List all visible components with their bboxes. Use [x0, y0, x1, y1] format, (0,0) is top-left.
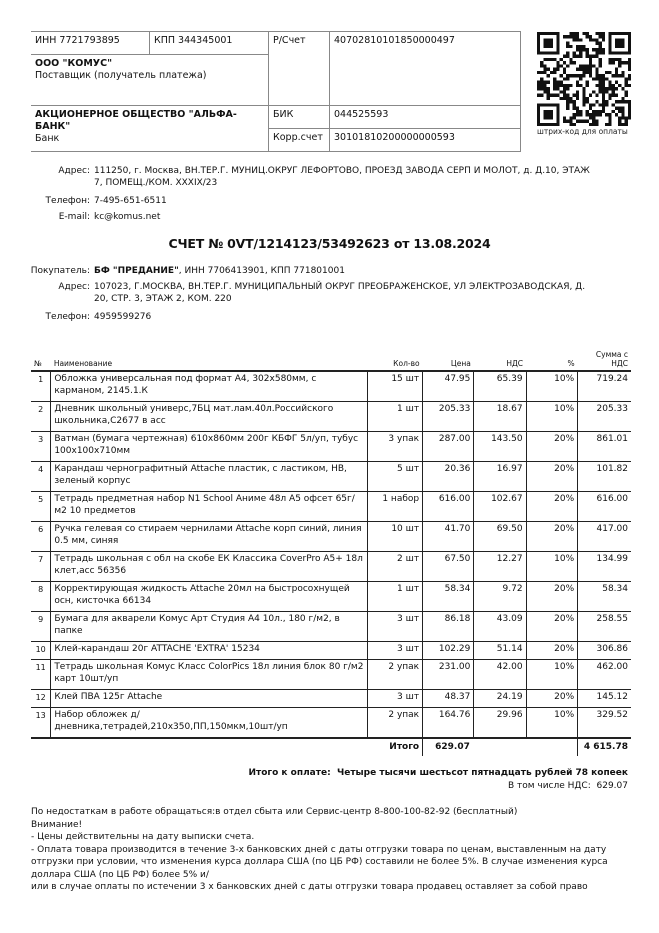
row-number: 4: [31, 462, 51, 492]
item-sum: 101.82: [578, 462, 631, 492]
note-line: Внимание!: [31, 819, 83, 830]
row-number: 5: [31, 492, 51, 522]
qr-code-icon: [537, 32, 631, 126]
item-name: Клей-карандаш 20г ATTACHE 'EXTRA' 15234: [51, 642, 368, 660]
col-vat-header: НДС: [474, 350, 526, 371]
corr-value: 30101810200000000593: [330, 129, 521, 152]
item-qty: 2 упак: [368, 660, 423, 690]
item-sum: 462.00: [578, 660, 631, 690]
supplier-role: Поставщик (получатель платежа): [35, 70, 207, 81]
row-number: 11: [31, 660, 51, 690]
item-qty: 2 упак: [368, 708, 423, 739]
item-vat-rate: 20%: [526, 492, 578, 522]
col-num-header: №: [31, 350, 51, 371]
item-vat-rate: 20%: [526, 432, 578, 462]
col-price-header: Цена: [423, 350, 474, 371]
item-sum: 205.33: [578, 402, 631, 432]
item-sum: 258.55: [578, 612, 631, 642]
table-row: [31, 708, 631, 739]
item-sum: 861.01: [578, 432, 631, 462]
buyer-address-line1: 107023, Г.МОСКВА, ВН.ТЕР.Г. МУНИЦИПАЛЬНЫЙ ОКРУГ ПРЕОБРАЖЕНСКОЕ, УЛ ЭЛЕКТРОЗАВОДСКАЯ, Д.: [94, 282, 586, 292]
item-sum: 329.52: [578, 708, 631, 739]
item-vat: 51.14: [474, 642, 526, 660]
item-price: 48.37: [423, 690, 474, 708]
note-line: - Цены действительны на дату выписки счета.: [31, 832, 255, 842]
total-label: Итого: [31, 738, 423, 756]
item-price: 287.00: [423, 432, 474, 462]
buyer-label: Покупатель:: [30, 266, 90, 276]
item-price: 102.29: [423, 642, 474, 660]
qr-caption: штрих-код для оплаты: [537, 127, 628, 136]
item-vat: 102.67: [474, 492, 526, 522]
item-vat-rate: 10%: [526, 402, 578, 432]
supplier-phone-label: Телефон:: [45, 196, 90, 206]
invoice-title: СЧЕТ № 0VT/1214123/53492623 от 13.08.2024: [168, 236, 491, 251]
col-pct-header: %: [526, 350, 578, 371]
buyer-value: [94, 265, 614, 277]
item-qty: 10 шт: [368, 522, 423, 552]
item-qty: 5 шт: [368, 462, 423, 492]
row-number: 9: [31, 612, 51, 642]
item-vat-rate: 20%: [526, 522, 578, 552]
table-row: [31, 690, 631, 708]
item-vat: 69.50: [474, 522, 526, 552]
items-header-row: [31, 350, 631, 371]
row-number: 2: [31, 402, 51, 432]
item-qty: 3 шт: [368, 612, 423, 642]
bank-details-table: [31, 31, 521, 152]
item-name: Обложка универсальная под формат А4, 302х580мм, с карманом, 2145.1.К: [51, 371, 368, 402]
items-table: [31, 350, 631, 756]
vat-included-amount: 629.07: [596, 781, 628, 791]
item-price: 616.00: [423, 492, 474, 522]
payment-amount-words: Четыре тысячи шестьсот пятнадцать рублей 78 копеек: [336, 768, 628, 778]
item-vat: 65.39: [474, 371, 526, 402]
item-price: 58.34: [423, 582, 474, 612]
table-row: [31, 371, 631, 402]
table-row: [31, 462, 631, 492]
bik-value: 044525593: [330, 106, 521, 129]
item-vat: 24.19: [474, 690, 526, 708]
item-vat-rate: 20%: [526, 642, 578, 660]
item-vat: 18.67: [474, 402, 526, 432]
vat-included: [508, 781, 628, 791]
item-qty: 2 шт: [368, 552, 423, 582]
supplier-address-label: Адрес:: [58, 166, 90, 176]
item-qty: 1 набор: [368, 492, 423, 522]
note-line: По недостаткам в работе обращаться:в отдел сбыта или Сервис-центр 8-800-100-82-92 (бесплатный): [31, 807, 518, 817]
total-sum: 4 615.78: [578, 738, 631, 756]
row-number: 6: [31, 522, 51, 552]
item-sum: 306.86: [578, 642, 631, 660]
total-vat: 629.07: [423, 738, 578, 756]
item-price: 41.70: [423, 522, 474, 552]
item-vat: 16.97: [474, 462, 526, 492]
item-name: Ручка гелевая со стираем чернилами Attache корп синий, линия 0.5 мм, синяя: [51, 522, 368, 552]
item-vat-rate: 10%: [526, 708, 578, 739]
item-name: Ватман (бумага чертежная) 610х860мм 200г КБФГ 5л/уп, тубус 100х100х710мм: [51, 432, 368, 462]
col-sum-header: [578, 350, 631, 371]
supplier-phone: 7-495-651-6511: [94, 196, 167, 206]
item-vat: 12.27: [474, 552, 526, 582]
item-vat: 9.72: [474, 582, 526, 612]
table-row: [31, 612, 631, 642]
row-number: 12: [31, 690, 51, 708]
item-sum: 719.24: [578, 371, 631, 402]
bank-name: АКЦИОНЕРНОЕ ОБЩЕСТВО "АЛЬФА-БАНК": [35, 109, 237, 132]
item-vat: 43.09: [474, 612, 526, 642]
item-price: 47.95: [423, 371, 474, 402]
buyer-details: , ИНН 7706413901, КПП 771801001: [178, 266, 345, 276]
bank-role: Банк: [35, 133, 60, 144]
account-label: Р/Счет: [269, 32, 330, 106]
item-vat: 143.50: [474, 432, 526, 462]
table-row: [31, 582, 631, 612]
note-line: или в случае оплаты по истечении 3 х банковских дней с даты отгрузки товара продавец оставляет за собой право: [31, 882, 588, 892]
row-number: 13: [31, 708, 51, 739]
table-row: [31, 522, 631, 552]
item-price: 86.18: [423, 612, 474, 642]
supplier-email[interactable]: kc@komus.net: [94, 212, 161, 222]
item-name: Клей ПВА 125г Attache: [51, 690, 368, 708]
buyer-address-line2: 20, СТР. 3, ЭТАЖ 2, КОМ. 220: [94, 294, 232, 304]
note-line: - Оплата товара производится в течение 3-х банковских дней с даты отгрузки товара по ценам, выставленным на дату отгрузки при условии, что изменения курса доллара США (по ЦБ РФ) составили не более 5%. В случае изменения курса доллара США (по ЦБ РФ) более 5% и/: [31, 844, 608, 880]
item-name: Карандаш чернографитный Attache пластик, с ластиком, HB, зеленый корпус: [51, 462, 368, 492]
table-row: [31, 552, 631, 582]
supplier-cell: [31, 55, 269, 106]
buyer-phone: 4959599276: [94, 312, 152, 322]
item-vat-rate: 20%: [526, 690, 578, 708]
item-vat-rate: 20%: [526, 462, 578, 492]
row-number: 10: [31, 642, 51, 660]
item-qty: 3 шт: [368, 642, 423, 660]
buyer-address-label: Адрес:: [58, 282, 90, 292]
col-name-header: Наименование: [51, 350, 368, 371]
item-price: 205.33: [423, 402, 474, 432]
item-sum: 616.00: [578, 492, 631, 522]
item-qty: 3 шт: [368, 690, 423, 708]
vat-included-label: В том числе НДС:: [507, 781, 591, 791]
supplier-kpp: КПП 344345001: [150, 32, 269, 55]
row-number: 7: [31, 552, 51, 582]
table-row: [31, 432, 631, 462]
item-name: Дневник школьный универс,7БЦ мат.лам.40л.Российского школьника,С2677 в асс: [51, 402, 368, 432]
notes: [31, 806, 631, 894]
item-price: 164.76: [423, 708, 474, 739]
item-vat-rate: 10%: [526, 552, 578, 582]
item-qty: 1 шт: [368, 402, 423, 432]
item-vat-rate: 20%: [526, 582, 578, 612]
supplier-address-line2: 7, ПОМЕЩ./КОМ. XXXIX/23: [94, 178, 218, 188]
supplier-address-line1: 111250, г. Москва, ВН.ТЕР.Г. МУНИЦ.ОКРУГ ЛЕФОРТОВО, ПРОЕЗД ЗАВОДА СЕРП И МОЛОТ, д. Д.10, ЭТАЖ: [94, 166, 590, 176]
item-sum: 417.00: [578, 522, 631, 552]
item-vat-rate: 10%: [526, 660, 578, 690]
item-price: 20.36: [423, 462, 474, 492]
table-row: [31, 402, 631, 432]
item-sum: 58.34: [578, 582, 631, 612]
total-row: [31, 738, 631, 756]
item-qty: 1 шт: [368, 582, 423, 612]
bik-label: БИК: [269, 106, 330, 129]
col-sum-header-line2: НДС: [611, 359, 628, 368]
supplier-inn: ИНН 7721793895: [31, 32, 150, 55]
item-price: 67.50: [423, 552, 474, 582]
item-vat-rate: 20%: [526, 612, 578, 642]
item-name: Бумага для акварели Комус Арт Студия А4 10л., 180 г/м2, в папке: [51, 612, 368, 642]
table-row: [31, 492, 631, 522]
item-qty: 15 шт: [368, 371, 423, 402]
bank-cell: [31, 106, 269, 152]
item-price: 231.00: [423, 660, 474, 690]
supplier-name: ООО "КОМУС": [35, 58, 113, 69]
item-name: Набор обложек д/ дневника,тетрадей,210х350,ПП,150мкм,10шт/уп: [51, 708, 368, 739]
item-vat: 42.00: [474, 660, 526, 690]
payment-total: [248, 768, 628, 778]
item-vat: 29.96: [474, 708, 526, 739]
supplier-email-label: E-mail:: [58, 212, 90, 222]
items-body: [31, 371, 631, 738]
payment-total-label: Итого к оплате:: [248, 768, 331, 778]
item-qty: 3 упак: [368, 432, 423, 462]
item-name: Корректирующая жидкость Attache 20мл на быстросохнущей осн, кисточка 66134: [51, 582, 368, 612]
table-row: [31, 642, 631, 660]
corr-label: Корр.счет: [269, 129, 330, 152]
item-vat-rate: 10%: [526, 371, 578, 402]
col-sum-header-line1: Сумма с: [595, 350, 628, 359]
col-qty-header: Кол-во: [368, 350, 423, 371]
row-number: 3: [31, 432, 51, 462]
item-name: Тетрадь школьная с обл на скобе ЕК Классика CoverPro А5+ 18л клет,асс 56356: [51, 552, 368, 582]
buyer-phone-label: Телефон:: [45, 312, 90, 322]
row-number: 8: [31, 582, 51, 612]
item-name: Тетрадь предметная набор N1 School Аниме 48л А5 офсет 65г/м2 10 предметов: [51, 492, 368, 522]
item-name: Тетрадь школьная Комус Класс ColorPics 18л линия блок 80 г/м2 карт 10шт/уп: [51, 660, 368, 690]
row-number: 1: [31, 371, 51, 402]
table-row: [31, 660, 631, 690]
buyer-name: БФ "ПРЕДАНИЕ": [94, 266, 179, 276]
account-number: 40702810101850000497: [330, 32, 521, 106]
item-sum: 134.99: [578, 552, 631, 582]
item-sum: 145.12: [578, 690, 631, 708]
